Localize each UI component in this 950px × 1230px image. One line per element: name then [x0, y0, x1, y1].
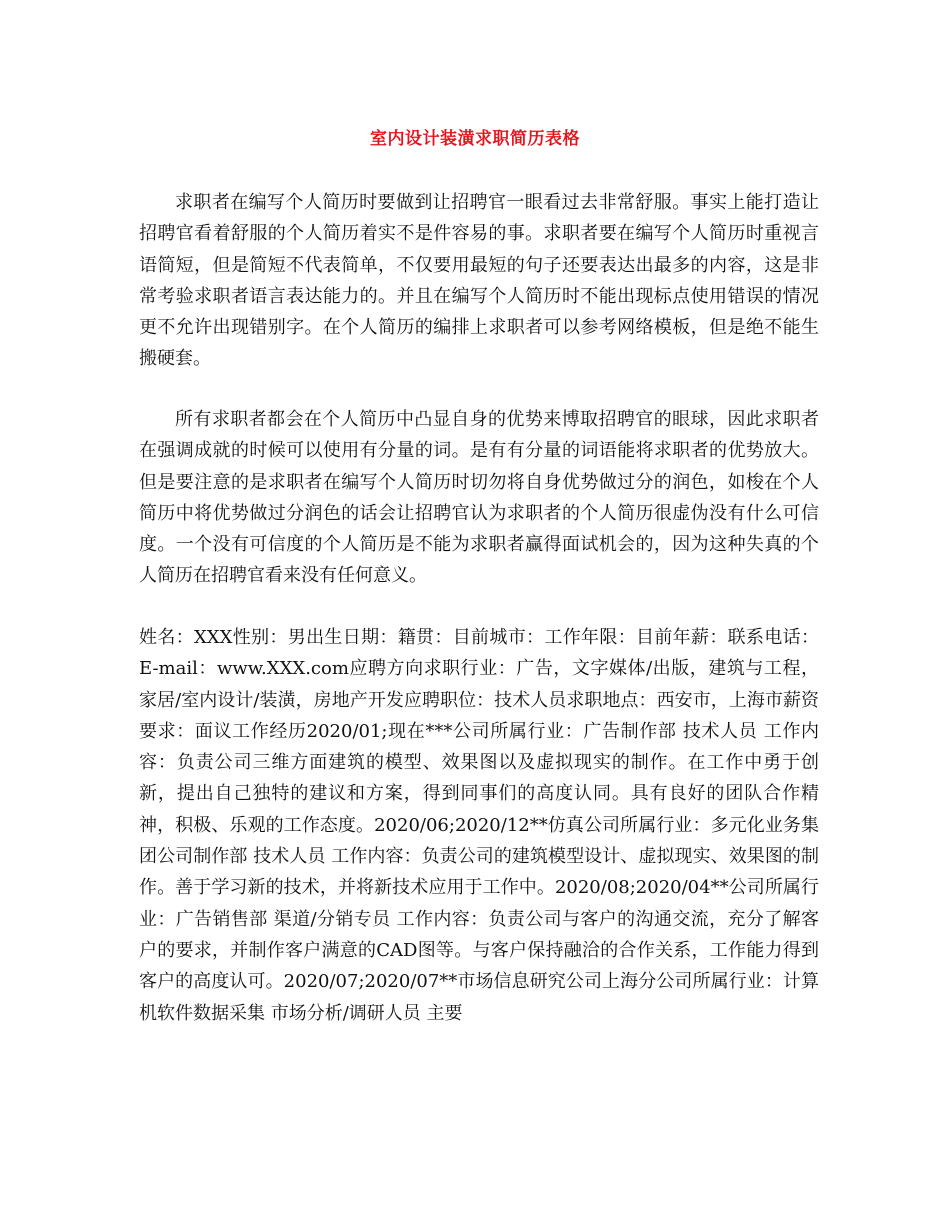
advice-paragraph: 所有求职者都会在个人简历中凸显自身的优势来博取招聘官的眼球，因此求职者在强调成就的时候可以使用有分量的词。是有有分量的词语能将求职者的优势放大。但是要注意的是求职者在编写个人简历时切勿将自身优势做过分的润色，如梭在个人简历中将优势做过分润色的话会让招聘官认为求职者的个人简历很虚伪没有什么可信度。一个没有可信度的个人简历是不能为求职者赢得面试机会的，因为这种失真的个人简历在招聘官看来没有任何意义。	[139, 409, 819, 587]
resume-details-paragraph: 姓名：XXX性别：男出生日期：籍贯：目前城市：工作年限：目前年薪：联系电话：E-mail：www.XXX.com应聘方向求职行业：广告，文字媒体/出版，建筑与工程，家居/室内设计/装潢，房地产开发应聘职位：技术人员求职地点：西安市，上海市薪资要求：面议工作经历2020/01;现在***公司所属行业：广告制作部 技术人员 工作内容：负责公司三维方面建筑的模型、效果图以及虚拟现实的制作。在工作中勇于创新，提出自己独特的建议和方案，得到同事们的高度认同。具有良好的团队合作精神，积极、乐观的工作态度。2020/06;2020/12**仿真公司所属行业：多元化业务集团公司制作部 技术人员 工作内容：负责公司的建筑模型设计、虚拟现实、效果图的制作。善于学习新的技术，并将新技术应用于工作中。2020/08;2020/04**公司所属行业：广告销售部 渠道/分销专员 工作内容：负责公司与客户的沟通交流，充分了解客户的要求，并制作客户满意的CAD图等。与客户保持融洽的合作关系，工作能力得到客户的高度认可。2020/07;2020/07**市场信息研究公司上海分公司所属行业：计算机软件数据采集 市场分析/调研人员 主要	[139, 627, 819, 1024]
document-title: 室内设计装潢求职简历表格	[370, 129, 580, 149]
intro-paragraph: 求职者在编写个人简历时要做到让招聘官一眼看过去非常舒服。事实上能打造让招聘官看着舒服的个人简历着实不是件容易的事。求职者要在编写个人简历时重视言语简短，但是简短不代表简单，不仅要用最短的句子还要表达出最多的内容，这是非常考验求职者语言表达能力的。并且在编写个人简历时不能出现标点使用错误的情况更不允许出现错别字。在个人简历的编排上求职者可以参考网络模板，但是绝不能生搬硬套。	[139, 192, 819, 370]
